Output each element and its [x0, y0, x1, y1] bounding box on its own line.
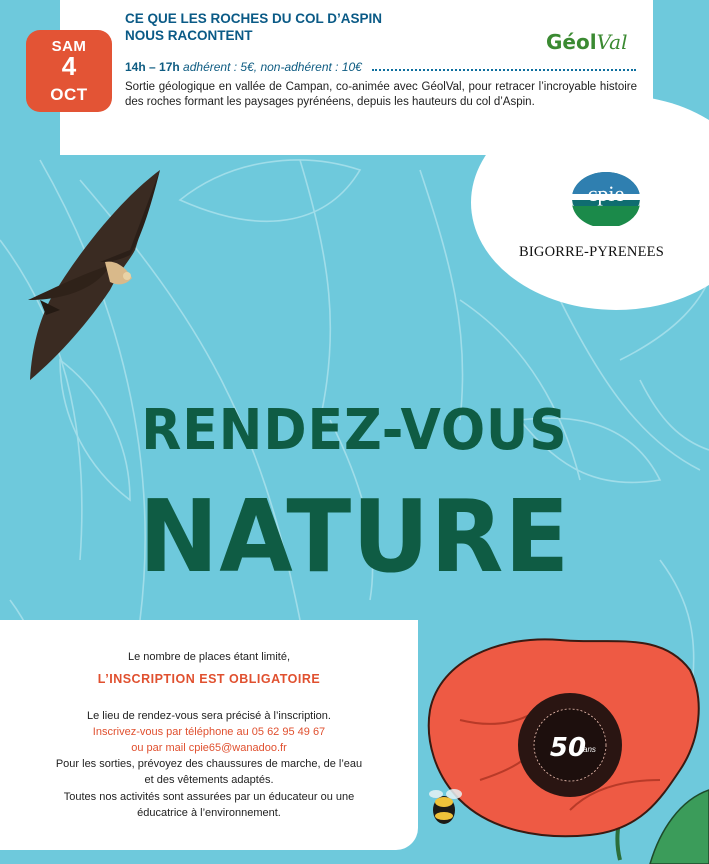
geolval-logo-bold: Géol — [546, 30, 597, 54]
date-badge — [26, 30, 112, 112]
event-price: adhérent : 5€, non-adhérent : 10€ — [183, 60, 362, 74]
geolval-logo-italic: Val — [596, 30, 628, 54]
info-registration-required: L’INSCRIPTION EST OBLIGATOIRE — [97, 672, 321, 686]
cpie-globe-logo — [570, 170, 642, 226]
dotted-rule — [372, 69, 636, 71]
info-phone[interactable]: Inscrivez-vous par téléphone au 05 62 95 49 67 — [92, 726, 326, 738]
headline-line2: NATURE — [138, 478, 571, 595]
date-day: 4 — [61, 51, 77, 81]
event-meta — [125, 60, 640, 76]
anniversary-number: 50 — [549, 733, 587, 763]
info-educator-2: éducatrice à l’environnement. — [137, 807, 281, 819]
event-time: 14h – 17h — [125, 60, 180, 74]
vulture-illustration — [28, 170, 160, 380]
info-places-limited: Le nombre de places étant limité, — [127, 651, 291, 663]
info-card — [0, 620, 418, 850]
date-month: OCT — [50, 85, 88, 104]
organizer-name: BIGORRE-PYRENEES — [519, 244, 664, 260]
bee-illustration — [429, 789, 462, 824]
date-day-of-week: SAM — [51, 38, 87, 55]
event-title-line1: CE QUE LES ROCHES DU COL D’ASPIN — [125, 11, 383, 26]
info-educator-1: Toutes nos activités sont assurées par un éducateur ou une — [63, 791, 355, 803]
info-equipment-2: et des vêtements adaptés. — [144, 774, 274, 786]
event-title-line2: NOUS RACONTENT — [125, 28, 253, 43]
info-equipment-1: Pour les sorties, prévoyez des chaussures de marche, de l’eau — [55, 758, 363, 770]
headline-line1: RENDEZ-VOUS — [141, 398, 568, 463]
anniversary-unit: ans — [583, 745, 596, 754]
info-meeting-place: Le lieu de rendez-vous sera précisé à l’inscription. — [87, 710, 331, 722]
info-email[interactable]: ou par mail cpie65@wanadoo.fr — [131, 742, 287, 754]
event-description: Sortie géologique en vallée de Campan, co-animée avec GéolVal, pour retracer l’incroyable histoire des roches formant les paysages pyrénéens, depuis les hauteurs du col d’Aspin. — [125, 81, 637, 108]
event-title — [125, 10, 485, 44]
cpie-logo-text: cpie — [587, 181, 625, 206]
geolval-logo — [546, 30, 646, 58]
